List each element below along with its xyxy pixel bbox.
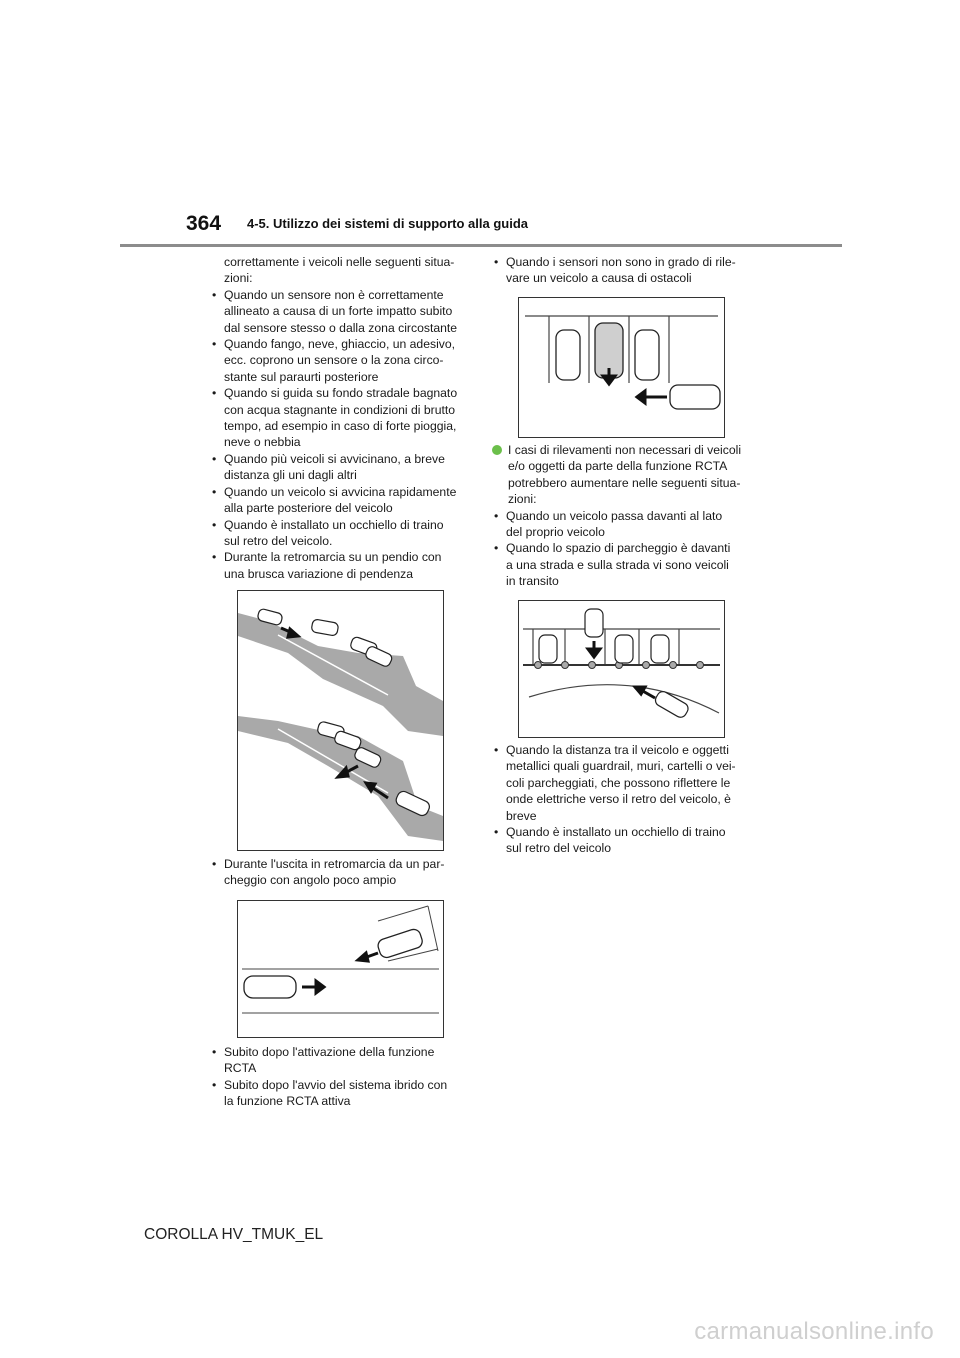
text-line: • Subito dopo l'attivazione della funzione: [224, 1045, 435, 1059]
bullet-item: [210, 517, 472, 550]
text-line: correttamente i veicoli nelle seguenti situa-: [224, 255, 455, 269]
text-line: cheggio con angolo poco ampio: [224, 873, 397, 888]
left-bullets-group2: [210, 856, 472, 889]
bullet-item: [210, 549, 472, 582]
bullet-item: [210, 451, 472, 484]
bullet-item: [210, 336, 472, 385]
text-line: e/o oggetti da parte della funzione RCTA: [508, 459, 728, 474]
text-line: • Quando la distanza tra il veicolo e oggetti: [506, 743, 729, 757]
text-line: onde elettriche verso il retro del veicolo, è: [506, 792, 731, 807]
bullet-list: [492, 254, 754, 287]
text-line: tempo, ad esempio in caso di forte pioggia,: [224, 419, 457, 434]
left-bullets-group3: [210, 1044, 472, 1110]
bullet-item: [210, 856, 472, 889]
figure-passing-traffic: [518, 600, 725, 738]
right-note-group: [492, 442, 754, 590]
text-line: del proprio veicolo: [506, 525, 605, 540]
slope-road-illustration: [238, 591, 443, 850]
bullet-item: [210, 484, 472, 517]
text-line: I casi di rilevamenti non necessari di veicoli: [508, 443, 742, 457]
header-divider: [120, 244, 842, 247]
section-title: 4-5. Utilizzo dei sistemi di supporto alla guida: [247, 216, 528, 231]
bullet-item: [210, 287, 472, 336]
text-line: • Durante l'uscita in retromarcia da un par-: [224, 857, 445, 871]
bullet-list: [210, 1044, 472, 1110]
bullet-list: [210, 287, 472, 582]
bullet-item: [492, 824, 754, 857]
text-line: distanza gli uni dagli altri: [224, 468, 357, 483]
text-line: potrebbero aumentare nelle seguenti situa-: [508, 475, 741, 490]
bullet-list: [492, 508, 754, 590]
bullet-list: [492, 742, 754, 857]
bullet-item: [492, 254, 754, 287]
footer-model-code: COROLLA HV_TMUK_EL: [144, 1226, 324, 1243]
text-line: coli parcheggiati, che possono riflettere le: [506, 775, 731, 790]
text-line: • Quando è installato un occhiello di traino: [224, 517, 444, 532]
text-line: • Quando lo spazio di parcheggio è davanti: [506, 541, 731, 556]
text-line: • Subito dopo l'avvio del sistema ibrido con: [224, 1077, 448, 1092]
text-line: la funzione RCTA attiva: [224, 1094, 351, 1109]
text-line: zioni:: [224, 271, 253, 286]
text-line: • Quando un veicolo si avvicina rapidamente: [224, 484, 457, 499]
figure-angled-parking: [237, 900, 444, 1038]
text-line: con acqua stagnante in condizioni di brutto: [224, 402, 456, 417]
right-bullets-group3: [492, 742, 754, 857]
obstacle-parking-illustration: [519, 298, 724, 437]
text-line: • Quando si guida su fondo stradale bagnato: [224, 386, 458, 401]
text-line: alla parte posteriore del veicolo: [224, 501, 393, 516]
watermark: carmanualsonline.info: [694, 1318, 934, 1345]
bullet-item: [492, 540, 754, 589]
text-line: dal sensore stesso o dalla zona circostante: [224, 320, 458, 335]
intro-text: [210, 254, 472, 287]
text-line: sul retro del veicolo.: [224, 533, 333, 548]
bullet-item: [210, 385, 472, 451]
page-number: 364: [186, 212, 222, 235]
text-line: • Quando i sensori non sono in grado di rile-: [506, 255, 736, 269]
right-column: [492, 254, 754, 287]
bullet-item: [210, 1077, 472, 1110]
text-line: una brusca variazione di pendenza: [224, 566, 414, 581]
bullet-item: [210, 1044, 472, 1077]
note-item: [492, 442, 754, 508]
bullet-list: [210, 856, 472, 889]
text-line: metallici quali guardrail, muri, cartelli o vei-: [506, 759, 736, 774]
text-line: • Quando fango, neve, ghiaccio, un adesivo,: [224, 337, 456, 352]
figure-obstacle-parking: [518, 297, 725, 438]
text-line: zioni:: [508, 492, 537, 507]
text-line: breve: [506, 808, 537, 823]
bullet-item: [492, 742, 754, 824]
text-line: • Durante la retromarcia su un pendio con: [224, 550, 442, 565]
left-column: [210, 254, 472, 582]
green-dot-icon: [492, 445, 502, 455]
bullet-item: [492, 508, 754, 541]
text-line: • Quando un veicolo passa davanti al lato: [506, 508, 723, 523]
text-line: • Quando più veicoli si avvicinano, a breve: [224, 451, 445, 466]
text-line: a una strada e sulla strada vi sono veicoli: [506, 557, 729, 572]
angled-parking-illustration: [238, 901, 443, 1037]
text-line: sul retro del veicolo: [506, 841, 611, 856]
figure-slope-road: [237, 590, 444, 851]
text-line: in transito: [506, 574, 559, 589]
text-line: neve o nebbia: [224, 435, 301, 450]
text-line: allineato a causa di un forte impatto subito: [224, 304, 453, 319]
text-line: • Quando è installato un occhiello di traino: [506, 825, 726, 840]
text-line: ecc. coprono un sensore o la zona circo-: [224, 353, 444, 368]
passing-traffic-illustration: [519, 601, 724, 737]
text-line: vare un veicolo a causa di ostacoli: [506, 271, 692, 286]
text-line: RCTA: [224, 1061, 257, 1076]
text-line: stante sul paraurti posteriore: [224, 369, 379, 384]
text-line: • Quando un sensore non è correttamente: [224, 287, 444, 302]
